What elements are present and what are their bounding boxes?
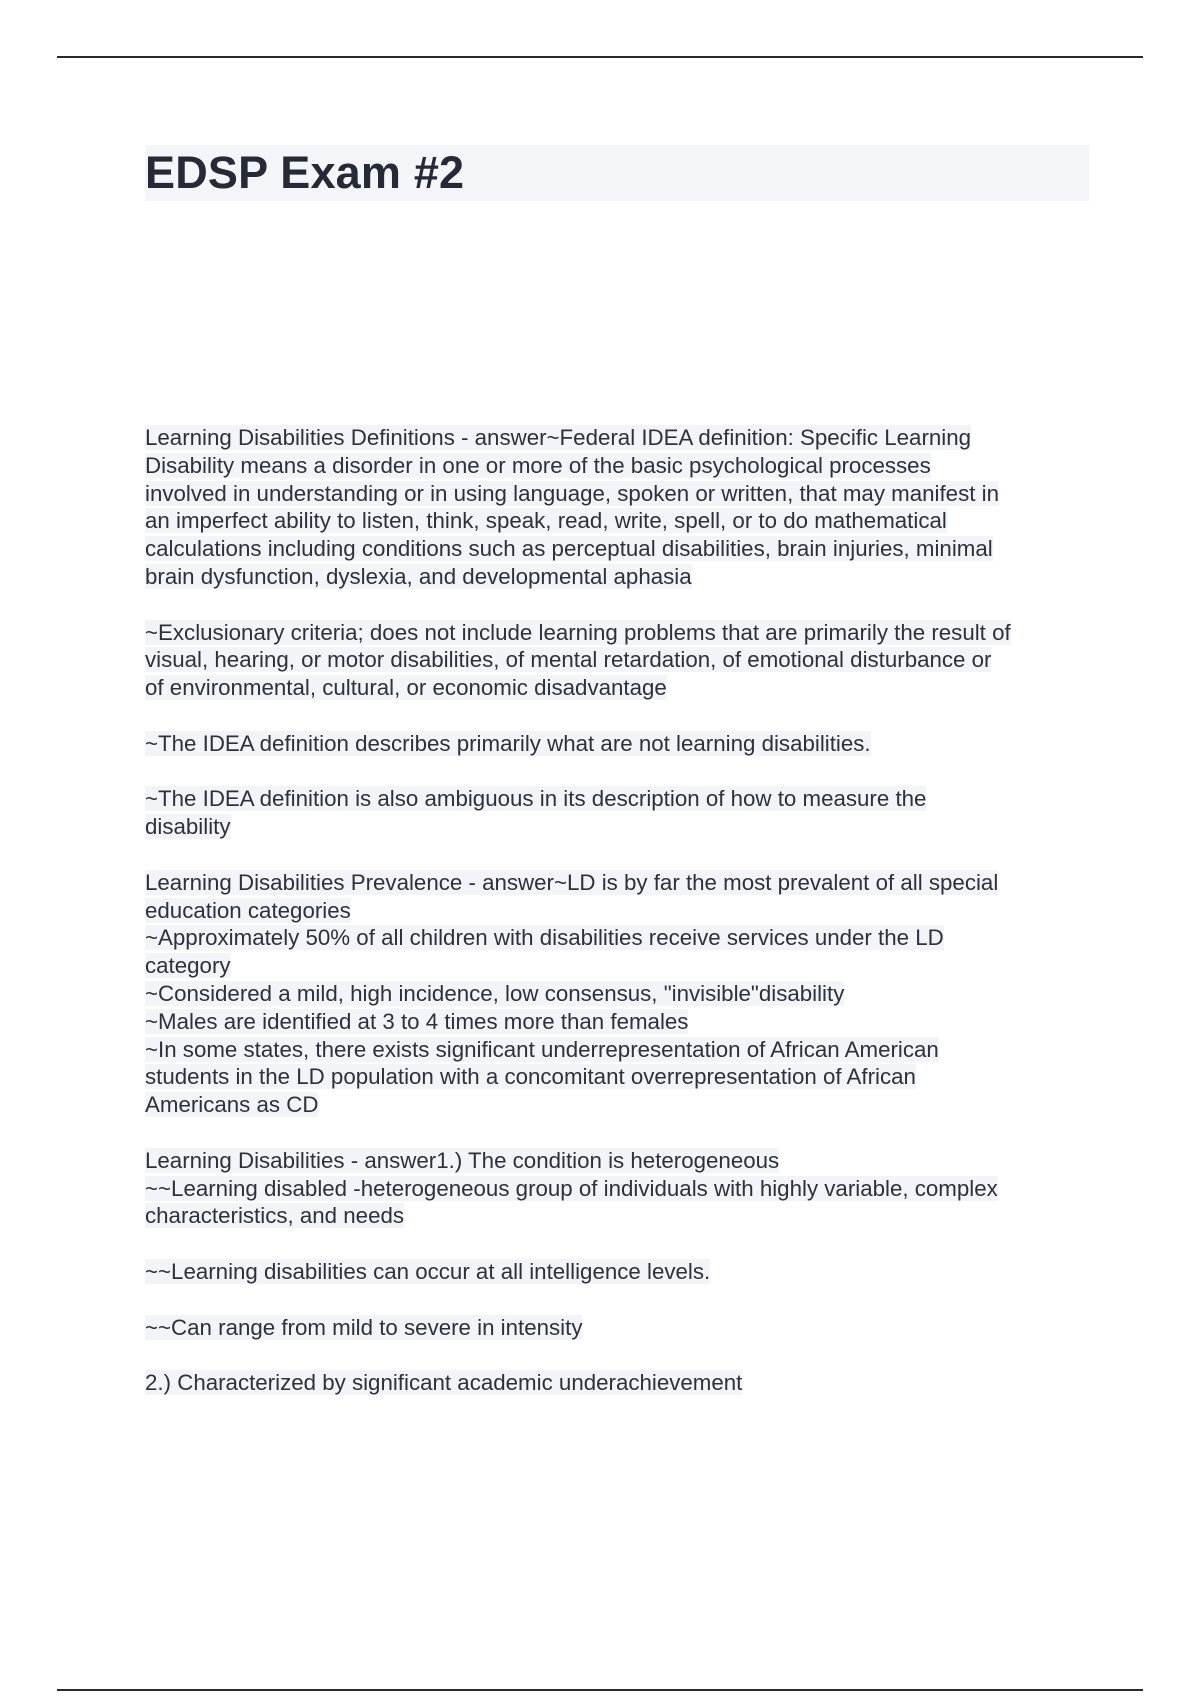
text-line xyxy=(145,619,1095,647)
text-line-content: ~Males are identified at 3 to 4 times more than females xyxy=(145,1008,689,1034)
text-line-content: Disability means a disorder in one or more of the basic psychological processes xyxy=(145,452,931,478)
text-line-content: involved in understanding or in using language, spoken or written, that may manifest in xyxy=(145,480,999,506)
text-line xyxy=(145,952,1095,980)
text-line xyxy=(145,674,1095,702)
paragraph xyxy=(145,785,1095,841)
text-line-content: visual, hearing, or motor disabilities, of mental retardation, of emotional disturbance or xyxy=(145,647,992,673)
text-line xyxy=(145,1175,1095,1203)
text-line-content: brain dysfunction, dyslexia, and developmental aphasia xyxy=(145,563,692,589)
text-line xyxy=(145,1091,1095,1119)
text-line xyxy=(145,424,1095,452)
text-line xyxy=(145,1063,1095,1091)
text-line-content: an imperfect ability to listen, think, speak, read, write, spell, or to do mathematical xyxy=(145,508,947,534)
text-line-content: Americans as CD xyxy=(145,1092,319,1118)
top-divider xyxy=(57,56,1143,58)
text-line xyxy=(145,507,1095,535)
text-line-content: Learning Disabilities - answer1.) The condition is heterogeneous xyxy=(145,1147,780,1173)
text-line-content: ~Exclusionary criteria; does not include learning problems that are primarily the result of xyxy=(145,619,1011,645)
text-line-content: 2.) Characterized by significant academic underachievement xyxy=(145,1370,743,1396)
paragraph xyxy=(145,869,1095,1119)
text-line-content: education categories xyxy=(145,897,351,923)
text-line xyxy=(145,869,1095,897)
text-line-content: category xyxy=(145,953,231,979)
text-line xyxy=(145,980,1095,1008)
text-line-content: students in the LD population with a concomitant overrepresentation of African xyxy=(145,1064,916,1090)
paragraph xyxy=(145,1314,1095,1342)
text-line xyxy=(145,897,1095,925)
text-line-content: ~~Learning disabilities can occur at all intelligence levels. xyxy=(145,1258,711,1284)
text-line xyxy=(145,563,1095,591)
text-line xyxy=(145,813,1095,841)
text-line xyxy=(145,924,1095,952)
text-line-content: ~In some states, there exists significant underrepresentation of African American xyxy=(145,1036,939,1062)
text-line-content: disability xyxy=(145,814,231,840)
text-line xyxy=(145,646,1095,674)
text-line xyxy=(145,452,1095,480)
text-line xyxy=(145,1036,1095,1064)
text-line xyxy=(145,1202,1095,1230)
text-line xyxy=(145,1314,1095,1342)
text-line xyxy=(145,535,1095,563)
paragraph xyxy=(145,424,1095,591)
text-line-content: of environmental, cultural, or economic disadvantage xyxy=(145,675,667,701)
text-line xyxy=(145,1258,1095,1286)
text-line xyxy=(145,1008,1095,1036)
paragraph xyxy=(145,619,1095,702)
text-line xyxy=(145,1369,1095,1397)
text-line-content: ~Considered a mild, high incidence, low consensus, "invisible"disability xyxy=(145,980,845,1006)
paragraph xyxy=(145,1258,1095,1286)
document-body xyxy=(145,424,1095,1425)
text-line xyxy=(145,785,1095,813)
document-title: EDSP Exam #2 xyxy=(145,147,465,198)
text-line xyxy=(145,730,1095,758)
text-line-content: ~~Learning disabled -heterogeneous group of individuals with highly variable, complex xyxy=(145,1175,998,1201)
text-line-content: Learning Disabilities Definitions - answer~Federal IDEA definition: Specific Learning xyxy=(145,425,972,450)
text-line-content: ~The IDEA definition is also ambiguous in its description of how to measure the xyxy=(145,786,927,812)
text-line-content: ~Approximately 50% of all children with disabilities receive services under the LD xyxy=(145,925,944,951)
text-line-content: calculations including conditions such as perceptual disabilities, brain injuries, minimal xyxy=(145,536,993,562)
paragraph xyxy=(145,730,1095,758)
text-line xyxy=(145,1147,1095,1175)
text-line xyxy=(145,480,1095,508)
text-line-content: characteristics, and needs xyxy=(145,1203,405,1229)
text-line-content: ~The IDEA definition describes primarily what are not learning disabilities. xyxy=(145,730,871,756)
text-line-content: Learning Disabilities Prevalence - answer~LD is by far the most prevalent of all special xyxy=(145,869,999,895)
paragraph xyxy=(145,1147,1095,1230)
paragraph xyxy=(145,1369,1095,1397)
bottom-divider xyxy=(57,1689,1143,1691)
text-line-content: ~~Can range from mild to severe in intensity xyxy=(145,1314,583,1340)
